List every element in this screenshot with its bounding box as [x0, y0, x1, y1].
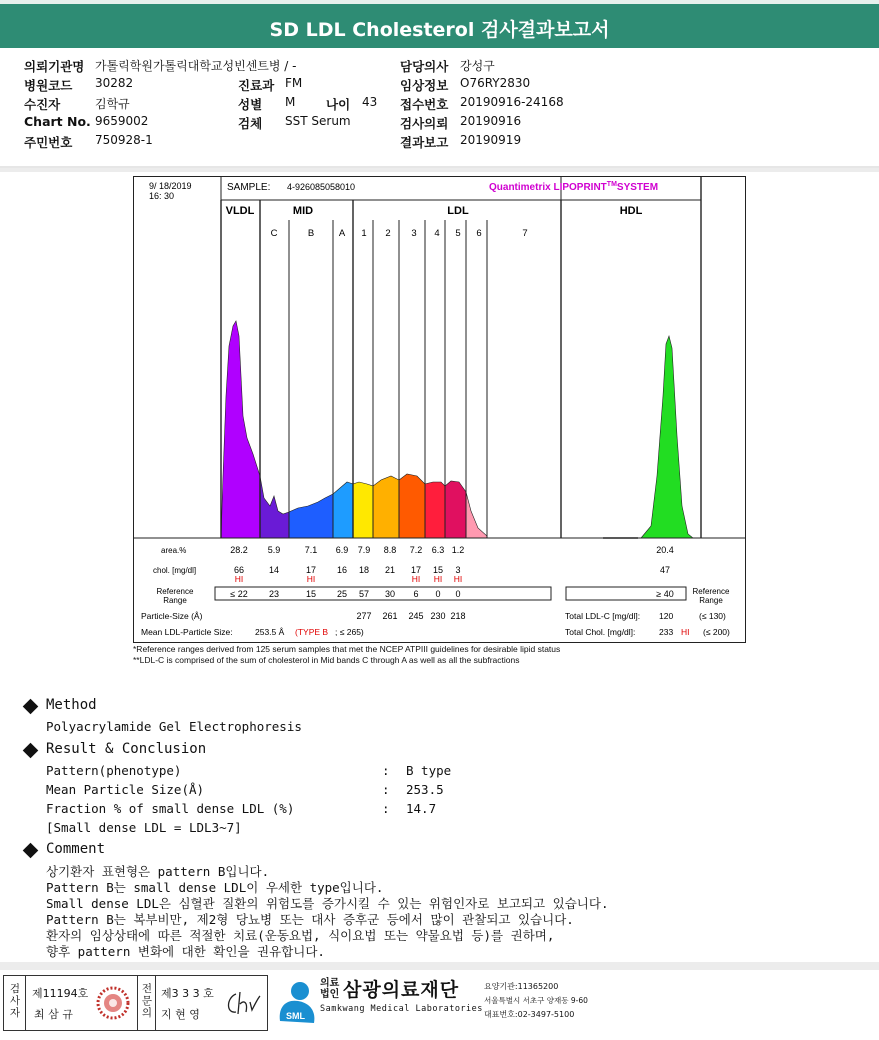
- inspector-name: 최 삼 규: [34, 1008, 73, 1021]
- chol-value: 17: [305, 565, 317, 575]
- doctor-value: 강성구: [460, 59, 495, 73]
- band-peak: [445, 481, 466, 538]
- patient-value: 김학규: [95, 97, 130, 111]
- sex-label: 성별: [238, 97, 263, 112]
- particle-value: 245: [408, 611, 424, 621]
- hospital-code-label: 병원코드: [24, 78, 73, 93]
- institution-value: 가톨릭학원가톨릭대학교성빈센트병 / -: [95, 59, 297, 73]
- result-row-label: Pattern(phenotype): [46, 763, 182, 778]
- comment-line: 상기환자 표현형은 pattern B입니다.: [46, 864, 270, 879]
- sample-id: 4-926085058010: [287, 182, 356, 192]
- band-label: 5: [455, 228, 461, 239]
- chol-value: 16: [336, 565, 348, 575]
- band-label: 2: [385, 228, 391, 239]
- band-group-label: HDL: [619, 205, 643, 217]
- ref-label: Reference: [156, 587, 194, 596]
- inspector-vertical-label: 검 사 자: [9, 983, 21, 1019]
- logo-address: 서울특별시 서초구 양재동 9-60: [484, 996, 588, 1005]
- chart-date: 9/ 18/2019: [149, 181, 192, 191]
- hi-flag: HI: [306, 574, 316, 584]
- footnote-1: *Reference ranges derived from 125 serum samples that met the NCEP ATPIII guidelines for desirable lipid status: [133, 644, 561, 654]
- lipoprint-chart: [133, 176, 746, 664]
- brand-name: Quantimetrix LIPOPRINT™SYSTEM: [489, 181, 659, 193]
- ref-label-right: Reference: [692, 587, 730, 596]
- mean-value: 253.5 Å: [255, 627, 285, 637]
- logo-english: Samkwang Medical Laboratories: [320, 1004, 483, 1014]
- ref-label: Range: [163, 596, 187, 605]
- area-value: 7.1: [304, 545, 318, 555]
- chart-no-value: 9659002: [95, 114, 149, 128]
- svg-text:SML: SML: [286, 1011, 305, 1021]
- band-label: 3: [411, 228, 417, 239]
- band-peak: [425, 482, 445, 538]
- hi-flag: HI: [453, 574, 463, 584]
- particle-label: Particle-Size (Å): [141, 611, 203, 621]
- hi-flag: HI: [234, 574, 244, 584]
- ref-value: ≤ 22: [230, 589, 248, 599]
- ref-value: 25: [336, 589, 348, 599]
- report-title: SD LDL Cholesterol 검사결과보고서: [0, 0, 879, 48]
- result-row-value: 14.7: [406, 801, 437, 816]
- age-value: 43: [362, 95, 378, 109]
- particle-value: 218: [450, 611, 466, 621]
- dept-label: 진료과: [238, 78, 275, 93]
- patient-label: 수진자: [24, 97, 61, 112]
- id-value: 750928-1: [95, 133, 153, 147]
- mean-type: (TYPE B: [295, 627, 329, 637]
- band-label: 4: [434, 228, 440, 239]
- specialist-signature-icon: [222, 988, 262, 1018]
- result-row-value: 253.5: [406, 782, 444, 797]
- ref-value: 30: [384, 589, 396, 599]
- dept-value: FM: [285, 76, 303, 90]
- signature-box: [3, 975, 268, 1031]
- total-ldl-value: 120: [659, 611, 674, 621]
- result-row-sep: :: [382, 763, 390, 778]
- logo-tel: 대표번호:02-3497-5100: [484, 1010, 575, 1019]
- band-peak: [353, 482, 373, 538]
- chol-value: 17: [410, 565, 422, 575]
- chol-value: 18: [358, 565, 370, 575]
- report-date-value: 20190919: [460, 133, 522, 147]
- result-row-sep: :: [382, 782, 390, 797]
- result-row-label: Mean Particle Size(Å): [46, 782, 205, 797]
- area-value: 6.3: [431, 545, 445, 555]
- chol-value: 15: [432, 565, 444, 575]
- ref-value: 0: [455, 589, 461, 599]
- band-group-label: LDL: [447, 205, 469, 217]
- area-value: 1.2: [451, 545, 465, 555]
- chol-value: 66: [233, 565, 245, 575]
- ref-value: 23: [268, 589, 280, 599]
- band-label: 7: [522, 228, 528, 239]
- footnote-2: **LDL-C is comprised of the sum of cholesterol in Mid bands C through A as well as all the subfractions: [133, 655, 520, 665]
- method-title: Method: [46, 697, 97, 713]
- ref-value: 57: [358, 589, 370, 599]
- patient-info: [0, 50, 879, 168]
- result-row-label: Fraction % of small dense LDL (%): [46, 801, 295, 816]
- chol-value: 47: [659, 565, 671, 575]
- report-date-label: 결과보고: [400, 135, 449, 150]
- total-ldl-label: Total LDL-C [mg/dl]:: [565, 611, 641, 621]
- comment-bullet-icon: [23, 843, 39, 859]
- comment-line: 환자의 임상상태에 따른 적절한 치료(운동요법, 식이요법 또는 약물요법 등)를 권하며,: [46, 928, 555, 943]
- clinical-label: 임상정보: [400, 78, 449, 93]
- hi-flag: HI: [411, 574, 421, 584]
- specialist-number: 제3 3 3 호: [161, 987, 214, 1000]
- logo-code: 요양기관:11365200: [484, 982, 559, 991]
- institution-label: 의뢰기관명: [24, 59, 85, 74]
- specimen-label: 검체: [238, 116, 263, 131]
- row-chol-label: chol. [mg/dl]: [153, 566, 197, 575]
- inspector-number: 제11194호: [32, 987, 89, 1000]
- total-chol-label: Total Chol. [mg/dl]:: [565, 627, 636, 637]
- result-bullet-icon: [23, 743, 39, 759]
- method-bullet-icon: [23, 699, 39, 715]
- band-label: 6: [476, 228, 482, 239]
- particle-value: 261: [382, 611, 398, 621]
- mean-label: Mean LDL-Particle Size:: [141, 627, 233, 637]
- comment-line: 향후 pattern 변화에 대한 확인을 권유합니다.: [46, 944, 325, 959]
- hi-flag: HI: [433, 574, 443, 584]
- area-value: 8.8: [383, 545, 397, 555]
- result-row-sep: :: [382, 801, 390, 816]
- doctor-label: 담당의사: [400, 59, 449, 74]
- sex-value: M: [285, 95, 296, 109]
- divider: [0, 168, 879, 172]
- total-chol-flag: HI: [681, 627, 690, 637]
- chart-time: 16: 30: [149, 191, 175, 201]
- band-label: B: [307, 228, 315, 239]
- mean-ref: ; ≤ 265): [335, 627, 364, 637]
- specialist-vertical-label: 전 문 의: [141, 983, 153, 1019]
- lipoprint-chart-svg: [133, 176, 746, 664]
- receipt-label: 접수번호: [400, 97, 449, 112]
- band-peak: [399, 474, 425, 538]
- band-group-label: MID: [292, 205, 314, 217]
- area-value: 7.9: [357, 545, 371, 555]
- total-ldl-ref: (≤ 130): [699, 611, 726, 621]
- hospital-code-value: 30282: [95, 76, 134, 90]
- request-label: 검사의뢰: [400, 116, 449, 131]
- method-text: Polyacrylamide Gel Electrophoresis: [46, 719, 302, 734]
- ref-label-right: Range: [699, 596, 723, 605]
- bottom-divider: [0, 962, 879, 970]
- row-area-label: area.%: [161, 546, 187, 555]
- inspector-seal-icon: [96, 986, 130, 1020]
- comment-line: Pattern B는 복부비만, 제2형 당뇨병 또는 대사 증후군 등에서 많이 관찰되고 있습니다.: [46, 912, 574, 927]
- area-value: 28.2: [230, 545, 248, 555]
- chart-no-label: Chart No.: [24, 114, 91, 129]
- request-value: 20190916: [460, 114, 522, 128]
- logo-corp-label: 의료 법인: [320, 978, 340, 1000]
- area-value: 6.9: [335, 545, 349, 555]
- ref-value: 0: [435, 589, 441, 599]
- chol-value: 3: [455, 565, 461, 575]
- specimen-value: SST Serum: [285, 114, 351, 128]
- comment-line: Small dense LDL은 심혈관 질환의 위험도를 증가시킬 수 있는 위험인자로 보고되고 있습니다.: [46, 896, 609, 911]
- clinical-value: O76RY2830: [460, 76, 531, 90]
- specialist-name: 지 현 영: [161, 1008, 200, 1021]
- band-label: A: [338, 228, 346, 239]
- hdl-ref-value: ≥ 40: [656, 589, 674, 599]
- id-label: 주민번호: [24, 135, 73, 150]
- area-value: 5.9: [267, 545, 281, 555]
- chol-value: 21: [384, 565, 396, 575]
- particle-value: 230: [430, 611, 446, 621]
- comment-line: Pattern B는 small dense LDL이 우세한 type입니다.: [46, 880, 384, 895]
- band-peak: [373, 476, 399, 538]
- sml-logo-icon: [272, 977, 322, 1027]
- age-label: 나이: [326, 97, 351, 112]
- band-group-label: VLDL: [225, 205, 255, 217]
- sample-label: SAMPLE:: [227, 182, 271, 193]
- comment-title: Comment: [46, 841, 106, 857]
- logo-name: 삼광의료재단: [343, 979, 460, 1001]
- result-note: [Small dense LDL = LDL3~7]: [46, 820, 242, 835]
- result-row-value: B type: [406, 763, 452, 778]
- total-chol-ref: (≤ 200): [703, 627, 730, 637]
- chol-value: 14: [268, 565, 280, 575]
- result-title: Result & Conclusion: [46, 741, 207, 757]
- total-chol-value: 233: [659, 627, 674, 637]
- area-value: 7.2: [409, 545, 423, 555]
- ref-value: 15: [305, 589, 317, 599]
- band-label: C: [270, 228, 278, 239]
- band-label: 1: [361, 228, 367, 239]
- area-value: 20.4: [656, 545, 674, 555]
- receipt-value: 20190916-24168: [460, 95, 564, 109]
- particle-value: 277: [356, 611, 372, 621]
- ref-value: 6: [413, 589, 419, 599]
